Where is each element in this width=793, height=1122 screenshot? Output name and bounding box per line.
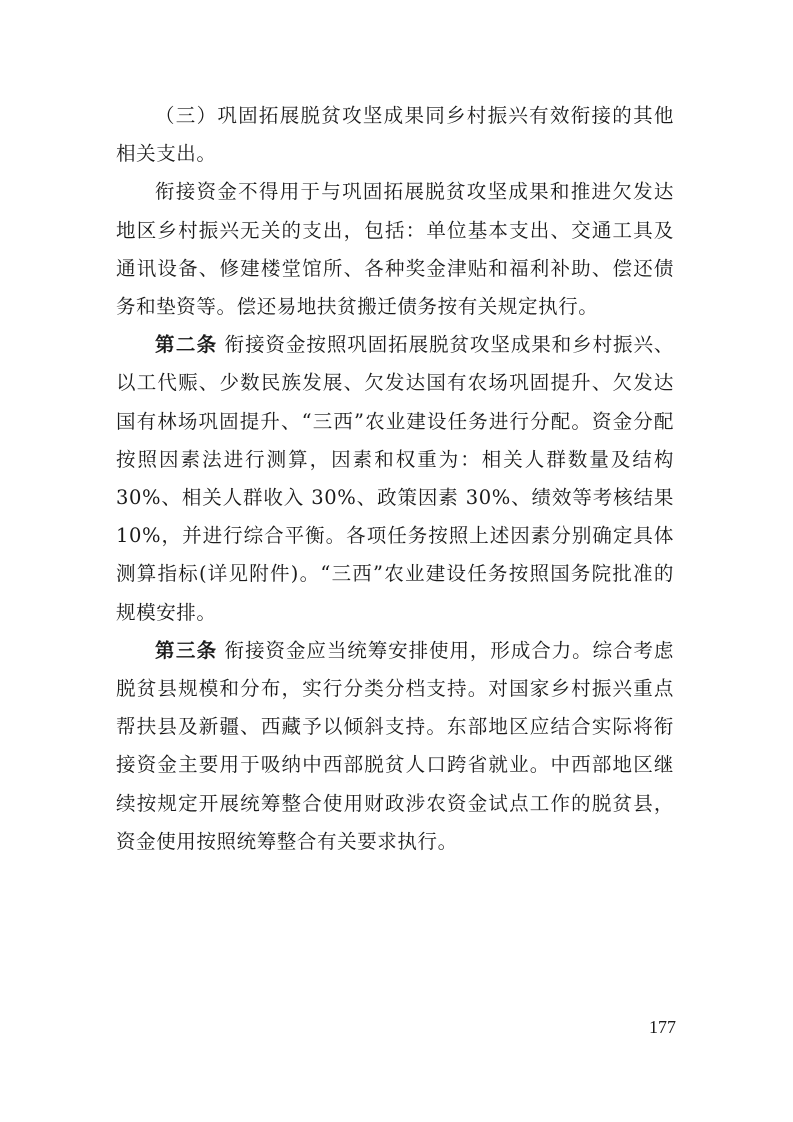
paragraph-text: 衔接资金不得用于与巩固拓展脱贫攻坚成果和推进欠发达地区乡村振兴无关的支出，包括：单位基本支出、交通工具及通讯设备、修建楼堂馆所、各种奖金津贴和福利补助、偿还债务和垫资等。偿还易地扶贫搬迁债务按有关规定执行。	[116, 180, 674, 319]
paragraph-article-3	[116, 632, 674, 861]
document-body	[116, 97, 674, 861]
paragraph-other-expenses	[116, 97, 674, 173]
paragraph-text: 衔接资金应当统筹安排使用，形成合力。综合考虑脱贫县规模和分布，实行分类分档支持。对国家乡村振兴重点帮扶县及新疆、西藏予以倾斜支持。东部地区应结合实际将衔接资金主要用于吸纳中西部脱贫人口跨省就业。中西部地区继续按规定开展统筹整合使用财政涉农资金试点工作的脱贫县，资金使用按照统筹整合有关要求执行。	[116, 638, 674, 853]
paragraph-prohibited-uses	[116, 173, 674, 326]
paragraph-text: 衔接资金按照巩固拓展脱贫攻坚成果和乡村振兴、以工代赈、少数民族发展、欠发达国有农场巩固提升、欠发达国有林场巩固提升、“三西”农业建设任务进行分配。资金分配按照因素法进行测算，因素和权重为：相关人群数量及结构 30%、相关人群收入 30%、政策因素 30%、绩效等考核结果 10%，并进行综合平衡。各项任务按照上述因素分别确定具体测算指标(详见附件)。“三西”农业建设任务按照国务院批准的规模安排。	[116, 333, 674, 624]
paragraph-article-2	[116, 326, 674, 632]
page-number: 177	[649, 1017, 676, 1037]
paragraph-text: （三）巩固拓展脱贫攻坚成果同乡村振兴有效衔接的其他相关支出。	[116, 104, 674, 166]
article-label: 第三条	[155, 638, 218, 662]
article-label: 第二条	[155, 333, 218, 357]
